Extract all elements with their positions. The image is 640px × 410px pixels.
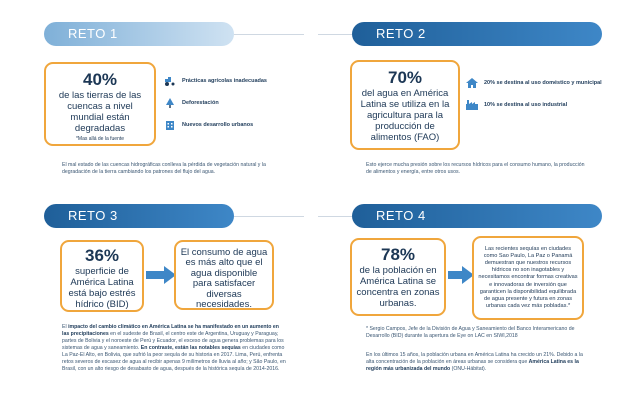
reto-1-caption: El mal estado de las cuencas hidrográficas conlleva la pérdida de vegetación natural y la degradación de la tierra cambiando los patrones del flujo del agua. bbox=[62, 162, 266, 175]
reto-4-stat-text: de la población en América Latina se concentra en zonas urbanas. bbox=[356, 265, 440, 309]
reto-1-feature-1-label: Prácticas agrícolas inadecuadas bbox=[182, 78, 267, 84]
reto-4-caption bbox=[366, 352, 586, 373]
reto-4-stat-card bbox=[350, 238, 446, 316]
reto-3-caption-bold-2: En contraste, están las notables sequías bbox=[140, 345, 241, 351]
reto-3-badge bbox=[44, 204, 234, 228]
reto-1-feature-3-label: Nuevos desarrollo urbanos bbox=[182, 122, 254, 128]
factory-icon bbox=[466, 100, 478, 110]
reto-1-divider bbox=[234, 34, 304, 35]
reto-1-feature-2 bbox=[164, 98, 219, 108]
reto-1-badge bbox=[44, 22, 234, 46]
reto-3-divider bbox=[234, 216, 304, 217]
reto-3-stat-text: superficie de América Latina está bajo estrés hídrico (BID) bbox=[68, 266, 136, 310]
reto-3-side-card bbox=[174, 240, 274, 310]
reto-4-side-text: Las recientes sequías en ciudades como Sao Paulo, La Paz o Panamá demuestran que nuestros recursos hídricos no son inagotables y necesitamos encontrar formas creativas e innovadoras de inversión que garanticen la disponibilidad equilibrada de agua presente y futura en zonas urbanas cada vez más pobladas.* bbox=[478, 245, 578, 310]
reto-4-badge bbox=[352, 204, 602, 228]
reto-1-feature-1 bbox=[164, 76, 267, 86]
reto-2-feature-1-label: 20% se destina al uso doméstico y municipal bbox=[484, 80, 602, 86]
reto-3-caption-part-1: El bbox=[62, 324, 69, 330]
reto-2-divider bbox=[318, 34, 352, 35]
reto-1-stat-card bbox=[44, 62, 156, 146]
reto-3-caption-bold-1: impacto del cambio climático en América Latina se ha manifestado en un aumento en las precipitaciones bbox=[62, 324, 279, 337]
reto-2-feature-2 bbox=[466, 100, 606, 110]
reto-2-label: RETO 2 bbox=[376, 26, 426, 41]
reto-4-stat: 78% bbox=[380, 245, 416, 264]
reto-4-arrow-icon bbox=[448, 266, 474, 284]
reto-3-label: RETO 3 bbox=[68, 208, 118, 223]
reto-4-label: RETO 4 bbox=[376, 208, 426, 223]
reto-4-caption-bold-1: América Latina es la región más urbanizada del mundo bbox=[366, 359, 579, 372]
reto-1-label: RETO 1 bbox=[68, 26, 118, 41]
reto-3-caption-part-2: en el sudeste de Brasil, el centro este de Argentina, Uruguay y Paraguay, partes de Bolivia y el noroeste de Perú y Ecuador, el exceso de agua genera problemas para los sistemas de agua y saneamiento. bbox=[62, 331, 284, 351]
reto-1-note: *Mas allá de la fuente bbox=[75, 136, 125, 142]
reto-2-stat-text: del agua en América Latina se utiliza en la agricultura para la producción de alimentos (FAO) bbox=[360, 88, 450, 143]
reto-1-stat: 40% bbox=[82, 70, 118, 89]
reto-2-badge bbox=[352, 22, 602, 46]
reto-1-stat-text: de las tierras de las cuencas a nivel mundial están degradadas bbox=[58, 90, 142, 134]
reto-4-caption-part-1: En los últimos 15 años, la población urbana en América Latina ha crecido un 21%. Debido a la alta concentración de la población en áreas urbanas se considera que bbox=[366, 352, 583, 365]
building-icon bbox=[164, 120, 176, 130]
tractor-icon bbox=[164, 76, 176, 86]
reto-3-side-text: El consumo de agua es más alto que el agua disponible para satisfacer diversas necesidades. bbox=[180, 246, 268, 310]
reto-3-arrow-icon bbox=[146, 266, 176, 284]
reto-3-stat-card bbox=[60, 240, 144, 312]
reto-3-caption bbox=[62, 324, 286, 373]
reto-3-caption-part-3: en ciudades como La Paz-El Alto, en Bolivia, que sufrió la peor sequía de su historia en 2017. Lima, Perú, enfrenta retos severos de escasez de agua al recibir apenas 9 milímetros de lluvia al año; y São Paulo, en Brasil, con un alto riesgo de desabasto de agua, después de la histórica sequía de 2014-2016. bbox=[62, 345, 286, 372]
reto-3-stat: 36% bbox=[84, 246, 120, 265]
reto-1-feature-3 bbox=[164, 120, 253, 130]
reto-2-feature-2-label: 10% se destina al uso industrial bbox=[484, 102, 568, 108]
reto-4-caption-part-2: (ONU-Hábitat). bbox=[450, 366, 487, 372]
tree-icon bbox=[164, 98, 176, 108]
house-icon bbox=[466, 78, 478, 88]
reto-4-footnote: * Sergio Campos, Jefe de la División de Agua y Saneamiento del Banco Interamericano de Desarrollo (BID) durante la apertura de Eye on LAC en SIWI,2018 bbox=[366, 326, 575, 339]
reto-2-feature-1 bbox=[466, 78, 606, 88]
reto-4-divider bbox=[318, 216, 352, 217]
reto-2-stat: 70% bbox=[387, 68, 423, 87]
reto-1-feature-2-label: Deforestación bbox=[182, 100, 219, 106]
reto-2-stat-card bbox=[350, 60, 460, 150]
reto-4-side-card bbox=[472, 236, 584, 320]
reto-2-caption: Esto ejerce mucha presión sobre los recursos hídricos para el consumo humano, la producción de alimentos y energía, entre otros usos. bbox=[366, 162, 585, 175]
